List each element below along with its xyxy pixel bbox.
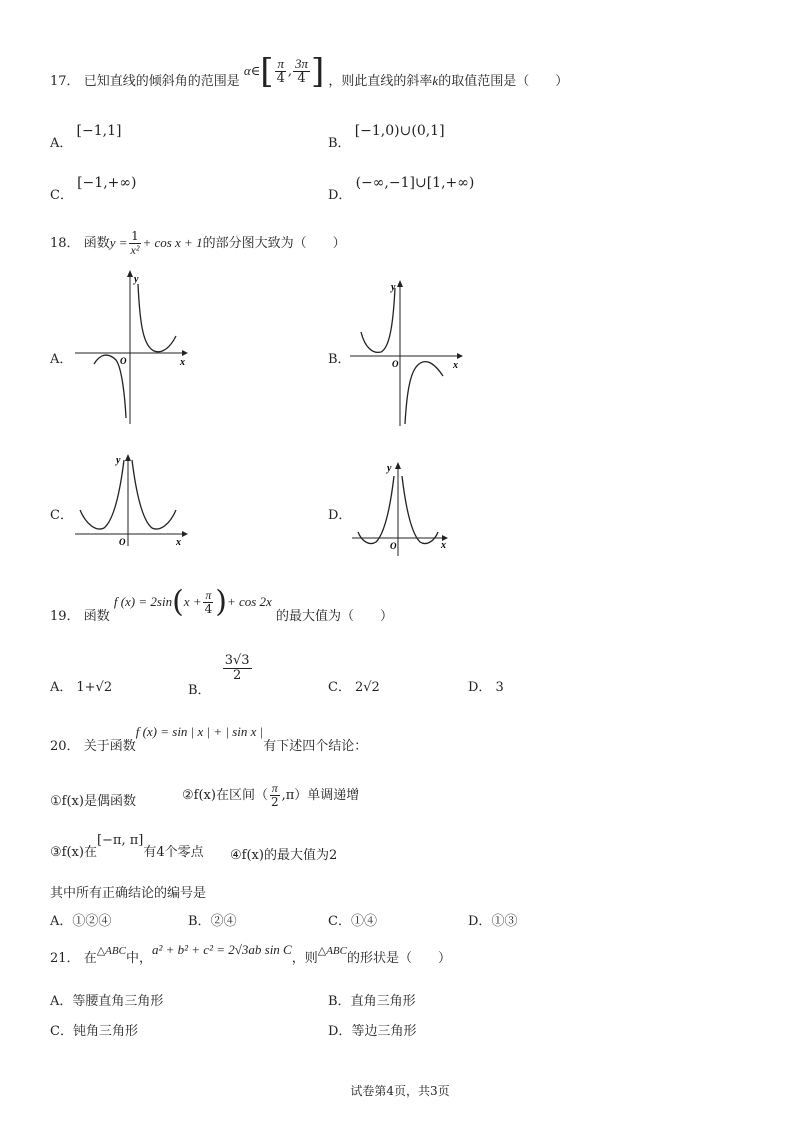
q18-option-a[interactable]: A． xyxy=(50,352,73,367)
q17-frac1: $\frac{\pi}{4}$ xyxy=(276,56,285,86)
q17-alpha: α∈ xyxy=(243,63,261,78)
q19-option-b-value: $\frac{3√3}{2}$ xyxy=(224,653,250,683)
q21-option-c-value: 钝角三角形 xyxy=(72,1024,138,1039)
q17-option-b[interactable]: B． [−1,0)∪(0,1] xyxy=(328,123,445,151)
q17-option-d[interactable]: D． (−∞,−1]∪[1,+∞) xyxy=(328,175,475,203)
q19-number: 19． xyxy=(50,609,80,624)
q18-stem xyxy=(50,228,346,259)
q20-question: 其中所有正确结论的编号是 xyxy=(50,886,207,901)
q19-tail: + cos 2x xyxy=(226,594,272,609)
q19-option-c-value: 2√2 xyxy=(354,680,380,695)
q20-option-d-value: ①③ xyxy=(491,914,518,929)
q18-d-y-label: y xyxy=(387,463,392,474)
q18-c-x-label: x xyxy=(176,537,181,548)
q17-option-d-value: (−∞,−1]∪[1,+∞) xyxy=(355,175,475,191)
q19-option-d[interactable]: D． 3 xyxy=(468,680,504,695)
q19-frac: $\frac{\pi}{4}$ xyxy=(204,588,213,616)
q18-option-d[interactable]: D． xyxy=(328,508,352,523)
q19-option-a-value: 1+√2 xyxy=(76,680,113,695)
q20-option-b-value: ②④ xyxy=(210,914,237,929)
q21-stem-end: 的形状是（ ） xyxy=(347,951,452,966)
q17-option-c-value: [−1,+∞) xyxy=(77,175,137,191)
q20-stem-before: 关于函数 xyxy=(83,739,136,754)
q20-conclusion-4: ④f(x)的最大值为2 xyxy=(230,848,338,863)
q18-graph-a[interactable] xyxy=(70,268,190,426)
q17-stem: 17． 已知直线的倾斜角的范围是 α∈[ $\frac{\pi}{4}$ , $\frac{3\pi}{4}$ ] ，则此直线的斜率k的取值范围是（ ） xyxy=(50,51,569,92)
q18-c-y-label: y xyxy=(116,455,121,466)
q17-option-c[interactable]: C． [−1,+∞) xyxy=(50,175,137,203)
q21-equation: a² + b² + c² = 2√3ab sin C xyxy=(151,942,292,957)
q21-option-c[interactable]: C．钝角三角形 xyxy=(50,1024,138,1039)
q19-option-d-value: 3 xyxy=(495,680,504,695)
q21-option-b-value: 直角三角形 xyxy=(350,994,416,1009)
q19-stem: 19． 函数 f (x) = 2sin(x + $\frac{\pi}{4}$ )+ cos 2x 的最大值为（ ） xyxy=(50,584,393,624)
q20-c3-interval: [−π, π] xyxy=(96,833,144,848)
q21-triangle-2: △ABC xyxy=(317,945,347,957)
q18-c-origin: O xyxy=(119,537,126,547)
q18-d-origin: O xyxy=(390,541,397,551)
q20-conclusion-1: ①f(x)是偶函数 xyxy=(50,794,136,809)
q19-option-c[interactable]: C． 2√2 xyxy=(328,680,380,695)
q18-a-origin: O xyxy=(120,356,127,366)
q17-k: k xyxy=(432,73,439,88)
q17-stem-after: ，则此直线的斜率 xyxy=(328,74,433,89)
q18-b-y-label: y xyxy=(391,282,396,293)
q20-number: 20． xyxy=(50,739,80,754)
q20-conclusion-3: ③f(x)在[−π, π]有4个零点 xyxy=(50,833,204,860)
q20-formula: f (x) = sin | x | + | sin x | xyxy=(135,724,264,739)
q18-number: 18． xyxy=(50,236,80,251)
q19-option-a[interactable]: A． 1+√2 xyxy=(50,680,113,695)
q21-stem: 21． 在$^{\triangle ABC}$中，a² + b² + c² = 2√3ab sin C，则$^{\triangle ABC}$的形状是（ ） xyxy=(50,942,452,966)
q19-stem-end: 的最大值为（ ） xyxy=(275,609,393,624)
q18-b-origin: O xyxy=(392,359,399,369)
q17-number: 17． xyxy=(50,74,80,89)
q18-option-c[interactable]: C． xyxy=(50,508,73,523)
q19-option-b[interactable]: B． $\frac{3√3}{2}$ xyxy=(188,653,250,698)
q18-y-eq: y = xyxy=(109,235,128,250)
q17-option-a-value: [−1,1] xyxy=(76,123,122,139)
q21-triangle-1: △ABC xyxy=(96,945,126,957)
q21-option-d[interactable]: D．等边三角形 xyxy=(328,1024,417,1039)
q21-option-d-value: 等边三角形 xyxy=(351,1024,417,1039)
q17-option-b-value: [−1,0)∪(0,1] xyxy=(354,123,445,139)
q20-c2-frac: $\frac{\pi}{2}$ xyxy=(270,781,279,809)
q19-stem-before: 函数 xyxy=(83,609,110,624)
q18-stem-before: 函数 xyxy=(83,236,110,251)
q21-option-b[interactable]: B．直角三角形 xyxy=(328,994,416,1009)
q18-b-x-label: x xyxy=(453,360,458,371)
q20-option-c[interactable]: C．①④ xyxy=(328,914,377,929)
q19-x-plus: x + xyxy=(183,594,202,609)
q17-option-a[interactable]: A． [−1,1] xyxy=(50,123,122,151)
page-footer: 试卷第4页，共3页 xyxy=(350,1084,450,1098)
q18-tail: + cos x + 1 xyxy=(142,235,203,250)
q18-a-x-label: x xyxy=(180,357,185,368)
q20-option-d[interactable]: D．①③ xyxy=(468,914,518,929)
q18-option-b[interactable]: B． xyxy=(328,352,351,367)
q18-stem-end: 的部分图大致为（ ） xyxy=(202,236,346,251)
q20-stem-end: 有下述四个结论： xyxy=(263,739,368,754)
q17-stem-before: 已知直线的倾斜角的范围是 xyxy=(83,74,240,89)
q21-option-a-value: 等腰直角三角形 xyxy=(72,994,164,1009)
q20-option-a-value: ①②④ xyxy=(72,914,112,929)
q21-option-a[interactable]: A．等腰直角三角形 xyxy=(50,994,164,1009)
q18-graph-c[interactable] xyxy=(70,452,190,548)
q20-option-c-value: ①④ xyxy=(350,914,377,929)
q18-graph-b[interactable] xyxy=(345,278,465,428)
q18-d-x-label: x xyxy=(441,540,446,551)
q17-stem-end: 的取值范围是（ ） xyxy=(438,74,569,89)
q17-frac2: $\frac{3\pi}{4}$ xyxy=(294,56,308,86)
q20-option-b[interactable]: B．②④ xyxy=(188,914,237,929)
q18-a-y-label: y xyxy=(134,274,139,285)
q18-graph-d[interactable] xyxy=(350,460,450,558)
q20-stem xyxy=(50,726,367,766)
q21-number: 21． xyxy=(50,951,80,966)
q20-option-a[interactable]: A．①②④ xyxy=(50,914,112,929)
q20-conclusion-2: ②f(x)在区间（ $\frac{\pi}{2}$ ,π）单调递增 xyxy=(182,781,360,809)
q19-f-left: f (x) = 2sin xyxy=(113,594,173,609)
q18-frac: $\frac{1}{\text{x²}}$ xyxy=(130,229,140,257)
